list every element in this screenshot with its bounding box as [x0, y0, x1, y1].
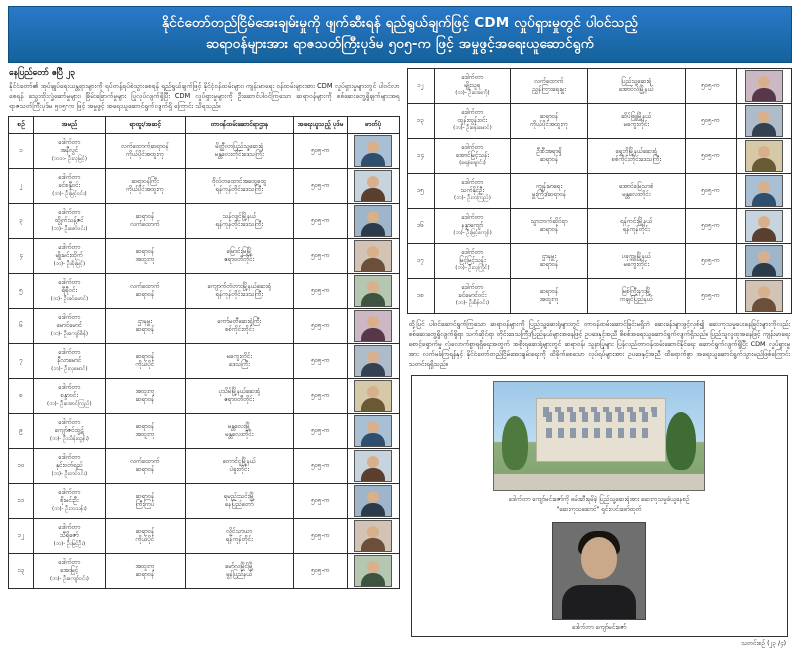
cell-no: ၁၈: [407, 278, 434, 313]
cell-section: ၅၀၅-က: [294, 169, 348, 204]
offender-photo: [354, 135, 392, 167]
table-row: [9, 519, 400, 554]
table-row: [407, 138, 792, 173]
cell-section: ၅၀၅-က: [294, 344, 348, 379]
offender-father: (ဘ)- ဦးအေးကို): [455, 90, 490, 97]
cell-unit: အောင်မြေသာစံ မန္တလေးတိုင်း: [587, 173, 685, 208]
cell-section: ၅၀၅-က: [685, 68, 736, 103]
offenders-table-left: [8, 116, 400, 590]
cell-unit: မန္တလေးမြို့ မန္တလေးတိုင်း: [185, 414, 294, 449]
cell-rank: ဆရာဝန် ကိုယ်ပိုင်အထူးကု: [511, 103, 588, 138]
cell-rank: လက်ထောက် ဆရာဝန်: [105, 449, 185, 484]
closing-paragraph: ထို့ပြင် ပါဝင်ဆောင်ရွက်ကြသော ဆရာဝန်များကို ပြည်သူ့ဆေးရုံများတွင် တာဝန်ထမ်းဆောင်ခြင်းမရှိဘဲ ဆေးခန်းများဖွင့်လှစ်၍ ဆေးကုသမှုပေးနေခြင်းများကိုလည်း စစ်ဆေးတွေ့ရှိလျက်ရှိရာ သက်ဆိုင်ရာ တိုင်းဒေသကြီး/ပြည်နယ်များအနေဖြင့် ဥပဒေနှင့်အညီ စိစစ်အရေးယူဆောင်ရွက်လျက်ရှိသည်။ ပြည်သူလူထုအနေဖြင့် ကျန်းမာရေးစောင့်ရှောက်မှု လုံလောက်စွာရရှိရေးအတွက် အစိုးရဆေးရုံများတွင် ဆရာဝန်၊ သူနာပြုများ ပြန်လည်တာဝန်ထမ်းဆောင်နိုင်ရေး ဆောင်ရွက်လျက်ရှိပြီး CDM လှုပ်ရှားမှုအား လက်မခံကြရန်နှင့် နိုင်ငံတော်တည်ငြိမ်အေးချမ်းရေးကို ထိခိုက်စေသော လုပ်ရပ်များအား ဥပဒေနှင့်အညီ ထိရောက်စွာ အရေးယူဆောင်ရွက်သွားမည်ဖြစ်ကြောင်း သတင်းရရှိသည်။: [408, 319, 790, 368]
offender-name: ဒေါက်တာ ရီရီဝင်း: [58, 279, 81, 295]
offender-photo: [745, 175, 783, 207]
offender-father: (ဘ)- ဦးဇော်ဝင်း): [51, 225, 88, 232]
th-rank: ရာထူး/အဆင့်: [105, 116, 185, 134]
offender-father: (ဘ)- ဦးစိန်ဝင်း): [455, 300, 490, 307]
cell-no: ၈: [9, 379, 34, 414]
offender-photo: [745, 210, 783, 242]
portrait-photo: [552, 522, 646, 620]
cell-section: ၅၀၅-က: [685, 173, 736, 208]
offender-photo: [354, 310, 392, 342]
cell-unit: မြောင်းမြမြို့ ဧရာဝတီတိုင်း: [185, 239, 294, 274]
cell-name: [434, 278, 511, 313]
cell-unit: ရန်ကင်းမြို့နယ် ရန်ကုန်တိုင်း: [587, 208, 685, 243]
offender-photo: [354, 170, 392, 202]
offender-name: ဒေါက်တာ ကျော်ဇင်ထွဋ်: [54, 419, 84, 435]
cell-section: ၅၀၅-က: [294, 554, 348, 589]
offender-name: ဒေါက်တာ ထွိုက်သန့်ဇင်: [54, 209, 84, 225]
table-row: [407, 278, 792, 313]
offender-photo: [354, 345, 392, 377]
offender-father: (ဘ)- ဦးမြင့်ဝင်း): [52, 190, 87, 197]
offender-name: ဒေါက်တာ နှင်းဝတ်ရည်: [55, 454, 83, 470]
cell-photo: [347, 554, 399, 589]
cell-photo: [347, 449, 399, 484]
cell-unit: ပြည်သူ့ဆေးရုံ အောင်လံမြို့နယ်: [587, 68, 685, 103]
dateline: နေပြည်တော် ဧပြီ ၂၃: [9, 67, 75, 78]
cell-photo: [736, 173, 791, 208]
cell-no: ၁၂: [407, 68, 434, 103]
table-row: [9, 554, 400, 589]
table-row: [407, 208, 792, 243]
cell-photo: [347, 274, 399, 309]
offender-father: (ဘ)- ဦးကျော်ဝင်း): [49, 575, 89, 582]
cell-unit: ရွှေဘိုမြို့နယ်ဆေးရုံ စစ်ကိုင်းတိုင်းဒေသကြီး: [587, 138, 685, 173]
figure1-caption-line2: "ဆေးကုသဆောင်" ရှင်းလင်းဖော်ထုတ်: [556, 505, 642, 513]
cell-name: [434, 68, 511, 103]
cell-section: ၅၀၅-က: [294, 274, 348, 309]
offender-photo: [745, 140, 783, 172]
cell-unit: မကွေးတိုင်း ဒေသကြီး: [185, 344, 294, 379]
cell-no: ၁၄: [407, 138, 434, 173]
page-banner: [8, 6, 792, 63]
footer-credit: သတင်းစဉ် (၂၃ /၄): [741, 639, 786, 647]
cell-name: [34, 379, 105, 414]
cell-photo: [347, 239, 399, 274]
cell-rank: ဆရာဝန် အထူးကု: [105, 414, 185, 449]
offender-father: (ဘ)- ဦးစိုးမြင့်): [53, 260, 86, 267]
figure-panel: [411, 375, 789, 636]
offender-name: ဒေါက်တာ မျိုးသူရ: [461, 73, 484, 90]
offender-name: ဒေါက်တာ အနီလွင်: [58, 139, 81, 155]
offender-photo: [745, 105, 783, 137]
offender-name: ဒေါက်တာ ခင်စန္ဒီဝင်း: [58, 174, 81, 190]
table-row: [9, 484, 400, 519]
cell-photo: [347, 414, 399, 449]
cell-unit: ဗိုလ်တထောင်အထွေထွေ ရန်ကုန်တိုင်းဒေသကြီး: [185, 169, 294, 204]
table-row: [9, 204, 400, 239]
offender-father: (ဘ)- ဦးသိန်းထွန်း): [49, 435, 89, 442]
cell-photo: [347, 204, 399, 239]
cell-photo: [347, 344, 399, 379]
cell-no: ၁၁: [9, 484, 34, 519]
cell-photo: [736, 103, 791, 138]
left-column: [8, 67, 400, 582]
offender-photo: [745, 280, 783, 312]
offender-name: ဒေါက်တာ မြင့်မြင့်သန်း: [459, 248, 486, 265]
cell-no: ၄: [9, 239, 34, 274]
cell-rank: ဆရာဝန် ကြီးကြပ်: [105, 484, 185, 519]
figure2-caption: ဒေါက်တာ ကျော်မင်းဇော်: [572, 623, 627, 631]
intro-paragraph: နိုင်ငံတော်၏ အုပ်ချုပ်ရေးယန္တရားများကို ရပ်တန့်ရပ်စဲသွားစေရန် ရည်ရွယ်ချက်ဖြင့် နိုင်ငံ့ဝန်ထမ်းများ၊ ကျန်းမာရေး ဝန်ထမ်းများအား CDM လှုပ်ရှားမှုများတွင် ပါဝင်လာစေရန် သွေးထိုးလှုံ့ဆော်မှုများ၊ ခြိမ်းခြောက်မှုများ ပြုလုပ်လျက်ရှိပြီး CDM လှုပ်ရှားမှုများကို ဦးဆောင်ပါဝင်ကြသော ဆရာဝန်များကို စစ်ဆေးတွေ့ရှိချက်များအရ ရာဇသတ်ကြီးပုဒ်မ ၅၀၅-က ဖြင့် အမှုဖွင့် အရေးယူဆောင်ရွက်လျက်ရှိ ကြောင်း သိရသည်။: [9, 81, 400, 110]
cell-photo: [347, 134, 399, 169]
th-photo: ဓာတ်ပုံ: [347, 116, 399, 134]
cell-rank: ဆရာဝန် ကိုယ်ပိုင်: [105, 519, 185, 554]
cell-no: ၆: [9, 309, 34, 344]
cell-photo: [736, 68, 791, 103]
cell-section: ၅၀၅-က: [294, 134, 348, 169]
cell-name: [34, 484, 105, 519]
offender-photo: [354, 205, 392, 237]
cell-photo: [347, 169, 399, 204]
cell-rank: ကျန်းမာရေး မှူးကြီး/ဆရာဝန်: [511, 173, 588, 208]
cell-section: ၅၀၅-က: [294, 379, 348, 414]
cell-name: [34, 344, 105, 379]
cell-photo: [347, 309, 399, 344]
offender-father: (ရေနံချောင်း): [459, 160, 486, 167]
offender-name: ဒေါက်တာ ခင်မောင်ဝင်း: [458, 283, 487, 300]
table-row: [9, 414, 400, 449]
cell-rank: ဆရာဝန် လက်ထောက်: [105, 204, 185, 239]
cell-section: ၅၀၅-က: [685, 278, 736, 313]
cell-photo: [347, 519, 399, 554]
cell-no: ၇: [9, 344, 34, 379]
cell-name: [34, 414, 105, 449]
offender-photo: [745, 70, 783, 102]
th-name: အမည်: [34, 116, 105, 134]
table-row: [407, 68, 792, 103]
cell-unit: ကော်မတီဆေးရုံကြီး စစ်ကိုင်းတိုင်း: [185, 309, 294, 344]
cell-rank: လက်ထောက်ဆရာဝန် ကိုယ်ပိုင်အထူးကု: [105, 134, 185, 169]
offender-father: (ဘ)- ဦးလှကြိုင်): [455, 265, 490, 272]
cell-rank: ဌာနမှူး ဆရာဝန်: [105, 309, 185, 344]
offender-photo: [354, 485, 392, 517]
cell-name: [34, 239, 105, 274]
cell-section: ၅၀၅-က: [685, 243, 736, 278]
cell-rank: ဦးစီးအရာရှိ ဆရာဝန်: [511, 138, 588, 173]
offender-photo: [354, 555, 392, 587]
table-row: [9, 239, 400, 274]
cell-no: ၂: [9, 169, 34, 204]
table-row: [9, 274, 400, 309]
offender-name: ဒေါက်တာ နီလာမောင်: [57, 349, 82, 365]
table-row: [9, 344, 400, 379]
table-row: [9, 309, 400, 344]
offender-father: (ဘ)- ဦးလှမောင်): [51, 365, 88, 372]
cell-no: ၁၃: [9, 554, 34, 589]
cell-no: ၁၂: [9, 519, 34, 554]
offender-photo: [354, 380, 392, 412]
cell-name: [34, 449, 105, 484]
table-row: [9, 169, 400, 204]
cell-section: ၅၀၅-က: [294, 449, 348, 484]
offender-photo: [745, 245, 783, 277]
cell-photo: [736, 138, 791, 173]
cell-photo: [736, 208, 791, 243]
cell-name: [434, 173, 511, 208]
cell-name: [34, 519, 105, 554]
banner-line-2: ဆရာဝန်များအား ရာဇသတ်ကြီးပုဒ်မ ၅၀၅-က ဖြင့် အမှုဖွင့်အရေးယူဆောင်ရွက်: [205, 35, 595, 52]
figure1-caption-line1: ဒေါက်တာ ကျော်မင်းဇော်ကို ဖမ်းဆီးရမိခဲ့ ပြည်သူ့ဆေးရုံအား ဆေးကုသမှုခံယူနေစဉ်: [508, 496, 690, 504]
table-row: [407, 243, 792, 278]
cell-section: ၅၀၅-က: [294, 519, 348, 554]
cell-unit: ရမည်းသင်းမြို့ နေပြည်တော်: [185, 484, 294, 519]
cell-section: ၅၀၅-က: [294, 204, 348, 239]
offender-father: (ဘ)- ဦးဘကြည်): [454, 195, 491, 202]
th-section: အရေးယူသည့် ပုဒ်မ: [294, 116, 348, 134]
table-header-row: [9, 116, 400, 134]
offenders-table-right: [407, 68, 793, 314]
table-row: [9, 449, 400, 484]
table-row: [9, 134, 400, 169]
cell-rank: သွားဘက်ဆိုင်ရာ ဆရာဝန်: [511, 208, 588, 243]
cell-unit: သန်လျင်မြို့နယ် ရန်ကုန်တိုင်းဒေသကြီး: [185, 204, 294, 239]
offender-name: ဒေါက်တာ မျိုးမင်းထိုက်: [55, 244, 83, 260]
offender-father: (ဘ)- ဦးမြင့်ကျော်): [453, 230, 492, 237]
cell-no: ၁: [9, 134, 34, 169]
cell-section: ၅၀၅-က: [685, 138, 736, 173]
offender-name: ဒေါက်တာ အေးမြင့်: [58, 559, 81, 575]
cell-photo: [347, 379, 399, 414]
cell-no: ၅: [9, 274, 34, 309]
cell-photo: [347, 484, 399, 519]
cell-rank: ဆရာဝန် ကိုယ်ပိုင်: [105, 344, 185, 379]
offender-father: (ဘ)- ဦးစန်းမောင်): [453, 125, 492, 132]
cell-section: ၅၀၅-က: [294, 239, 348, 274]
cell-no: ၉: [9, 414, 34, 449]
table-row: [407, 173, 792, 208]
cell-no: ၁၀: [9, 449, 34, 484]
cell-unit: ကျောက်တံတားမြို့နယ်ဆေးရုံ ရန်ကုန်တိုင်းဒေသကြီး: [185, 274, 294, 309]
cell-rank: ဌာနမှူး ဆရာဝန်: [511, 243, 588, 278]
cell-no: ၁၇: [407, 243, 434, 278]
page-body: [8, 67, 792, 647]
cell-unit: လှိုင်သာယာ ရန်ကုန်တိုင်း: [185, 519, 294, 554]
th-no: စဉ်: [9, 116, 34, 134]
cell-name: [34, 554, 105, 589]
offender-photo: [354, 450, 392, 482]
cell-unit: မော်လမြိုင်မြို့ မွန်ပြည်နယ်: [185, 554, 294, 589]
cell-section: ၅၀၅-က: [294, 484, 348, 519]
offender-photo: [354, 275, 392, 307]
cell-section: ၅၀၅-က: [685, 208, 736, 243]
offender-father: (ဘ)- ဦးကျော်စိန်): [50, 330, 89, 337]
cell-name: [34, 134, 105, 169]
cell-unit: မိတ္ထီလာပြည်သူ့ဆေးရုံ မန္တလေးတိုင်းဒေသကြီး: [185, 134, 294, 169]
cell-no: ၃: [9, 204, 34, 239]
table-row: [407, 103, 792, 138]
cell-rank: အထူးကု ဆရာဝန်: [105, 379, 185, 414]
cell-name: [434, 243, 511, 278]
cell-no: ၁၆: [407, 208, 434, 243]
offender-father: (ဘဘ- ဦးလှမြင့်): [51, 155, 88, 162]
cell-unit: ပုသိမ်မြို့နယ်ဆေးရုံ ဧရာဝတီတိုင်း: [185, 379, 294, 414]
cell-photo: [736, 278, 791, 313]
offender-name: ဒေါက်တာ ထွန်းထွန်းဝင်း: [457, 108, 488, 125]
right-column: [407, 68, 793, 647]
figure1-caption: [509, 495, 690, 513]
offender-photo: [354, 520, 392, 552]
offender-name: ဒေါက်တာ အောင်မြင့်သန်း: [455, 143, 489, 160]
banner-line-1: နိုင်ငံတော်တည်ငြိမ်အေးချမ်းမှုကို ဖျက်ဆီးရန် ရည်ရွယ်ချက်ဖြင့် CDM လှုပ်ရှားမှုတွင် ပါဝင်သည့်: [161, 15, 639, 31]
cell-no: ၁၃: [407, 103, 434, 138]
cell-rank: ဆရာဝန် အထူးကု: [511, 278, 588, 313]
offender-father: (ဘ)- ဦးဘသန်း): [51, 505, 87, 512]
cell-unit: ပခုက္ကူမြို့နယ် မကွေးတိုင်း: [587, 243, 685, 278]
cell-unit: မြစ်ကြီးနားမြို့ ကချင်ပြည်နယ်: [587, 278, 685, 313]
offender-father: (ဘ)- ဦးမြင့်ဦး): [53, 540, 86, 547]
cell-name: [34, 204, 105, 239]
cell-name: [34, 274, 105, 309]
cell-rank: ဆရာဝန်ကြီး ကိုယ်ပိုင်အထူးကု: [105, 169, 185, 204]
cell-section: ၅၀၅-က: [294, 309, 348, 344]
offender-name: ဒေါက်တာ မောင်မောင်: [56, 314, 83, 330]
cell-name: [34, 169, 105, 204]
offender-photo: [354, 415, 392, 447]
cell-name: [434, 208, 511, 243]
cell-rank: လက်ထောက် ညွှန်ကြားရေးမှူး: [511, 68, 588, 103]
th-unit: တာဝန်ထမ်းဆောင်ရာဌာန: [185, 116, 294, 134]
offender-father: (ဘ)- ဦးခင်မောင်): [50, 295, 89, 302]
cell-rank: လက်ထောက် ဆရာဝန်: [105, 274, 185, 309]
cell-photo: [736, 243, 791, 278]
offender-photo: [354, 240, 392, 272]
cell-unit: ဆိပ်ဖြူမြို့နယ် မကွေးတိုင်း: [587, 103, 685, 138]
cell-unit: တောင်ငူမြို့နယ် ပဲခူးတိုင်း: [185, 449, 294, 484]
cell-section: ၅၀၅-က: [294, 414, 348, 449]
offender-father: (ဘ)- ဦးအောင်ကြည်): [47, 400, 92, 407]
offender-name: ဒေါက်တာ သက်နိုင်ဦး: [460, 178, 485, 195]
table-row: [9, 379, 400, 414]
offender-father: (ဘ)- ဦးတင်ဝင်း): [51, 470, 88, 477]
cell-name: [434, 138, 511, 173]
offender-name: ဒေါက်တာ စိုးမင်းဦး: [58, 489, 81, 505]
cell-name: [34, 309, 105, 344]
offender-name: ဒေါက်တာ နန္ဒာကျော်: [461, 213, 484, 230]
cell-name: [434, 103, 511, 138]
cell-section: ၅၀၅-က: [685, 103, 736, 138]
cell-no: ၁၅: [407, 173, 434, 208]
hospital-photo: [493, 381, 705, 491]
cell-rank: ဆရာဝန် အထူးကု: [105, 239, 185, 274]
cell-rank: အထူးကု ဆရာဝန်: [105, 554, 185, 589]
offender-name: ဒေါက်တာ သီရိဇော်: [58, 524, 81, 540]
offender-name: ဒေါက်တာ စန္ဒာဝင်း: [58, 384, 81, 400]
